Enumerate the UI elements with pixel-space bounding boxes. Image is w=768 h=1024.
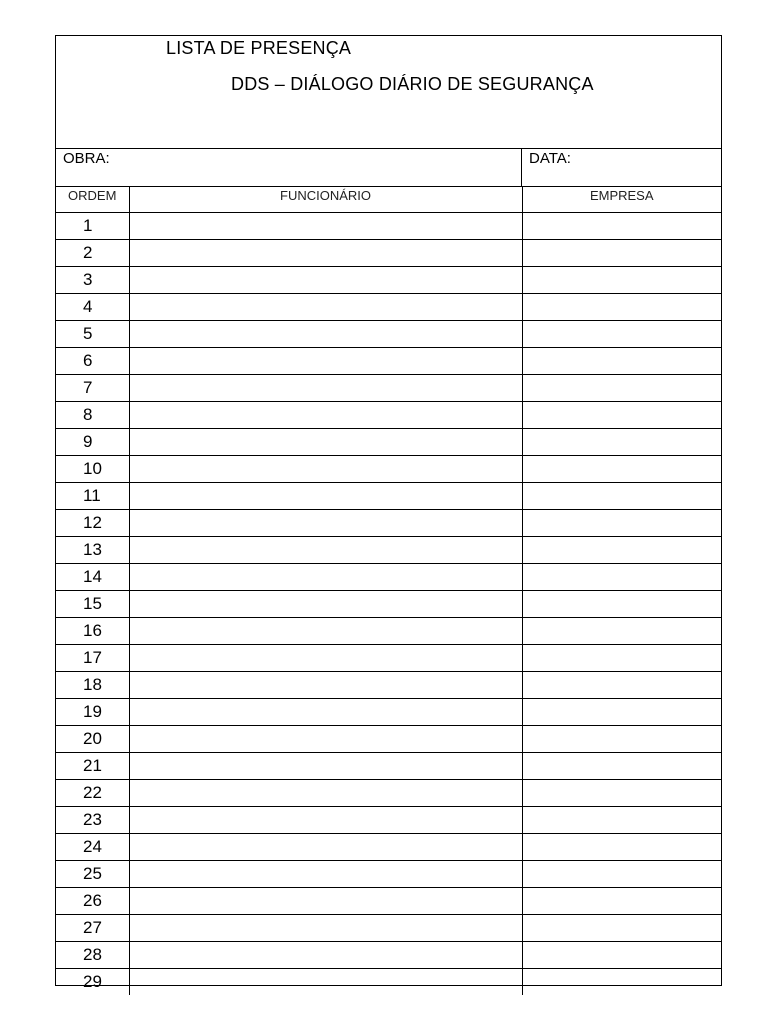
table-row bbox=[56, 483, 721, 510]
empresa-cell[interactable] bbox=[522, 564, 721, 591]
row-order-number: 12 bbox=[56, 510, 129, 537]
row-order-number: 29 bbox=[56, 969, 129, 996]
attendance-table-wrap bbox=[56, 187, 721, 995]
funcionario-cell[interactable] bbox=[129, 618, 522, 645]
funcionario-cell[interactable] bbox=[129, 591, 522, 618]
row-order-number: 14 bbox=[56, 564, 129, 591]
empresa-cell[interactable] bbox=[522, 294, 721, 321]
table-row bbox=[56, 969, 721, 996]
empresa-cell[interactable] bbox=[522, 456, 721, 483]
funcionario-cell[interactable] bbox=[129, 429, 522, 456]
row-order-number: 6 bbox=[56, 348, 129, 375]
table-row bbox=[56, 807, 721, 834]
row-order-number: 19 bbox=[56, 699, 129, 726]
funcionario-cell[interactable] bbox=[129, 645, 522, 672]
table-row bbox=[56, 240, 721, 267]
funcionario-cell[interactable] bbox=[129, 915, 522, 942]
table-row bbox=[56, 591, 721, 618]
empresa-cell[interactable] bbox=[522, 618, 721, 645]
funcionario-cell[interactable] bbox=[129, 888, 522, 915]
row-order-number: 2 bbox=[56, 240, 129, 267]
row-order-number: 26 bbox=[56, 888, 129, 915]
row-order-number: 10 bbox=[56, 456, 129, 483]
row-order-number: 20 bbox=[56, 726, 129, 753]
table-row bbox=[56, 753, 721, 780]
funcionario-cell[interactable] bbox=[129, 294, 522, 321]
empresa-cell[interactable] bbox=[522, 483, 721, 510]
row-order-number: 11 bbox=[56, 483, 129, 510]
table-row bbox=[56, 510, 721, 537]
funcionario-cell[interactable] bbox=[129, 969, 522, 996]
funcionario-cell[interactable] bbox=[129, 834, 522, 861]
table-row bbox=[56, 375, 721, 402]
table-row bbox=[56, 429, 721, 456]
funcionario-cell[interactable] bbox=[129, 483, 522, 510]
empresa-cell[interactable] bbox=[522, 429, 721, 456]
empresa-cell[interactable] bbox=[522, 321, 721, 348]
data-label: DATA: bbox=[529, 150, 571, 167]
column-header-empresa: EMPRESA bbox=[522, 187, 721, 213]
empresa-cell[interactable] bbox=[522, 753, 721, 780]
empresa-cell[interactable] bbox=[522, 861, 721, 888]
row-order-number: 25 bbox=[56, 861, 129, 888]
table-body bbox=[56, 213, 721, 996]
table-row bbox=[56, 294, 721, 321]
row-order-number: 23 bbox=[56, 807, 129, 834]
row-order-number: 7 bbox=[56, 375, 129, 402]
table-row bbox=[56, 861, 721, 888]
funcionario-cell[interactable] bbox=[129, 699, 522, 726]
empresa-cell[interactable] bbox=[522, 807, 721, 834]
empresa-cell[interactable] bbox=[522, 240, 721, 267]
table-row bbox=[56, 618, 721, 645]
empresa-cell[interactable] bbox=[522, 375, 721, 402]
empresa-cell[interactable] bbox=[522, 537, 721, 564]
funcionario-cell[interactable] bbox=[129, 807, 522, 834]
funcionario-cell[interactable] bbox=[129, 267, 522, 294]
funcionario-cell[interactable] bbox=[129, 726, 522, 753]
row-order-number: 5 bbox=[56, 321, 129, 348]
table-row bbox=[56, 456, 721, 483]
empresa-cell[interactable] bbox=[522, 969, 721, 996]
empresa-cell[interactable] bbox=[522, 267, 721, 294]
column-header-funcionario: FUNCIONÁRIO bbox=[129, 187, 522, 213]
document-title: LISTA DE PRESENÇA bbox=[166, 38, 352, 58]
row-order-number: 18 bbox=[56, 672, 129, 699]
empresa-cell[interactable] bbox=[522, 699, 721, 726]
empresa-cell[interactable] bbox=[522, 726, 721, 753]
funcionario-cell[interactable] bbox=[129, 861, 522, 888]
row-order-number: 3 bbox=[56, 267, 129, 294]
empresa-cell[interactable] bbox=[522, 888, 721, 915]
row-order-number: 1 bbox=[56, 213, 129, 240]
row-order-number: 4 bbox=[56, 294, 129, 321]
empresa-cell[interactable] bbox=[522, 780, 721, 807]
funcionario-cell[interactable] bbox=[129, 753, 522, 780]
funcionario-cell[interactable] bbox=[129, 510, 522, 537]
table-row bbox=[56, 645, 721, 672]
funcionario-cell[interactable] bbox=[129, 942, 522, 969]
row-order-number: 17 bbox=[56, 645, 129, 672]
funcionario-cell[interactable] bbox=[129, 780, 522, 807]
table-row bbox=[56, 402, 721, 429]
table-row bbox=[56, 348, 721, 375]
obra-field[interactable] bbox=[56, 148, 522, 186]
table-row bbox=[56, 672, 721, 699]
empresa-cell[interactable] bbox=[522, 915, 721, 942]
empresa-cell[interactable] bbox=[522, 942, 721, 969]
table-row bbox=[56, 888, 721, 915]
table-row bbox=[56, 537, 721, 564]
funcionario-cell[interactable] bbox=[129, 564, 522, 591]
funcionario-cell[interactable] bbox=[129, 240, 522, 267]
row-order-number: 8 bbox=[56, 402, 129, 429]
table-row bbox=[56, 780, 721, 807]
empresa-cell[interactable] bbox=[522, 645, 721, 672]
table-row bbox=[56, 213, 721, 240]
funcionario-cell[interactable] bbox=[129, 402, 522, 429]
row-order-number: 21 bbox=[56, 753, 129, 780]
table-row bbox=[56, 942, 721, 969]
row-order-number: 24 bbox=[56, 834, 129, 861]
table-row bbox=[56, 321, 721, 348]
empresa-cell[interactable] bbox=[522, 672, 721, 699]
empresa-cell[interactable] bbox=[522, 348, 721, 375]
obra-label: OBRA: bbox=[63, 150, 110, 167]
funcionario-cell[interactable] bbox=[129, 672, 522, 699]
row-order-number: 22 bbox=[56, 780, 129, 807]
table-row bbox=[56, 915, 721, 942]
table-row bbox=[56, 699, 721, 726]
row-order-number: 27 bbox=[56, 915, 129, 942]
row-order-number: 9 bbox=[56, 429, 129, 456]
row-order-number: 28 bbox=[56, 942, 129, 969]
funcionario-cell[interactable] bbox=[129, 456, 522, 483]
funcionario-cell[interactable] bbox=[129, 321, 522, 348]
title-block bbox=[56, 36, 721, 149]
attendance-sheet bbox=[55, 35, 722, 991]
funcionario-cell[interactable] bbox=[129, 348, 522, 375]
table-row bbox=[56, 267, 721, 294]
table-header-row bbox=[56, 187, 721, 213]
column-header-ordem: ORDEM bbox=[56, 187, 129, 213]
row-order-number: 13 bbox=[56, 537, 129, 564]
empresa-cell[interactable] bbox=[522, 510, 721, 537]
table-row bbox=[56, 564, 721, 591]
funcionario-cell[interactable] bbox=[129, 537, 522, 564]
funcionario-cell[interactable] bbox=[129, 213, 522, 240]
info-row bbox=[56, 148, 721, 187]
table-row bbox=[56, 834, 721, 861]
attendance-table bbox=[56, 187, 721, 995]
row-order-number: 15 bbox=[56, 591, 129, 618]
empresa-cell[interactable] bbox=[522, 834, 721, 861]
table-row bbox=[56, 726, 721, 753]
data-field[interactable] bbox=[522, 148, 721, 186]
empresa-cell[interactable] bbox=[522, 402, 721, 429]
funcionario-cell[interactable] bbox=[129, 375, 522, 402]
empresa-cell[interactable] bbox=[522, 213, 721, 240]
row-order-number: 16 bbox=[56, 618, 129, 645]
empresa-cell[interactable] bbox=[522, 591, 721, 618]
document-subtitle: DDS – DIÁLOGO DIÁRIO DE SEGURANÇA bbox=[231, 74, 594, 94]
